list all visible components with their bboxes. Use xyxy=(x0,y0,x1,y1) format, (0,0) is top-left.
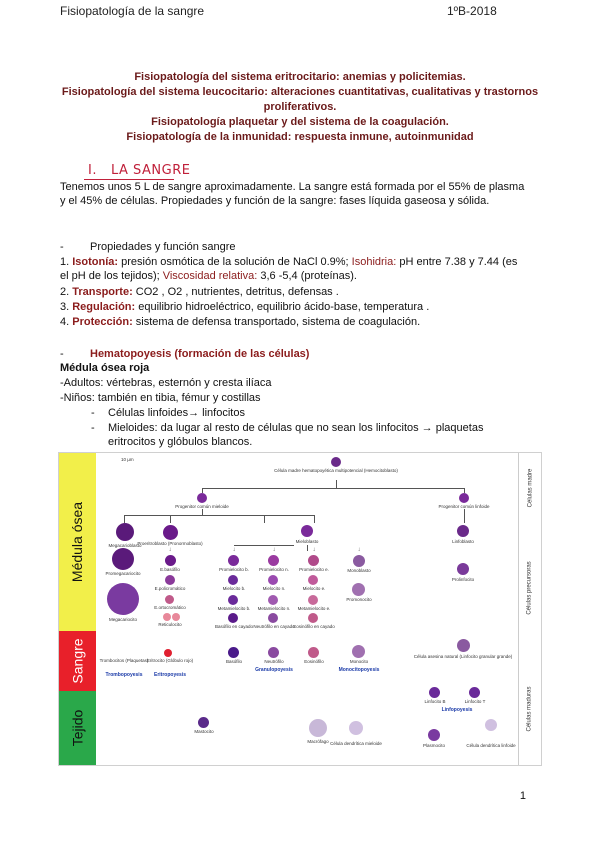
hemato-heading xyxy=(60,347,310,361)
mast-label: Mastocito xyxy=(194,729,214,734)
section-title: LA SANGRE xyxy=(110,163,191,178)
viscosidad-text: 3,6 -5,4 (proteínas). xyxy=(257,270,357,282)
regulacion-text: equilibrio hidroeléctrico, equilibrio ácido-base, temperatura . xyxy=(135,301,430,313)
stem-cell xyxy=(331,457,341,467)
promyelocyte-b-cell xyxy=(228,555,239,566)
myelocyte-b-cell xyxy=(228,575,238,585)
band-n-label: Neutrófilo en cayado xyxy=(253,624,295,629)
viscosidad-label: Viscosidad relativa: xyxy=(162,270,258,282)
promyelocyte-e-cell xyxy=(308,555,319,566)
plasma-cell xyxy=(428,729,440,741)
header-left: Fisiopatología de la sangre xyxy=(60,4,205,18)
myeloblast-label: Mieloblasto xyxy=(295,539,319,544)
prop2-num: 2. xyxy=(60,286,73,298)
section-heading xyxy=(88,163,190,178)
poly-erythro-label: E.policromático xyxy=(154,586,186,591)
isotonia-text: presión osmótica de la solución de NaCl 0.9%; xyxy=(118,256,352,268)
myeloid-progenitor-cell xyxy=(197,493,207,503)
mast-cell xyxy=(198,717,209,728)
isohidria-label: Isohidria: xyxy=(351,256,397,268)
regulacion-label: Regulación: xyxy=(72,301,136,313)
right-label-mature: Células maduras xyxy=(527,686,533,732)
title-2: Fisiopatología del sistema leucocitario: alteraciones cuantitativas, cualitativas y trastornos proliferativos. xyxy=(61,86,539,113)
promyelocyte-e-label: Promielocito e. xyxy=(299,567,329,572)
kids-line: -Niños: también en tibia, fémur y costillas xyxy=(60,392,261,404)
promonocyte-label: Promonocito xyxy=(346,597,372,602)
medula-subheading: Médula ósea roja xyxy=(60,362,150,374)
myeloid-text: Mieloides: da lugar al resto de células que no sean los linfocitos → plaquetas eritrocitos y glóbulos blancos. xyxy=(108,422,484,448)
band-e-label: Eosinófilo en cayado xyxy=(293,624,335,629)
lymphoblast-cell xyxy=(457,525,469,537)
erythropoiesis-label: Eritropoyesis xyxy=(154,672,186,678)
transporte-label: Transporte: xyxy=(72,286,133,298)
page-number: 1 xyxy=(519,790,526,802)
prolymphocyte-cell xyxy=(457,563,469,575)
monocyte-cell xyxy=(352,645,365,658)
gran-arrow-1: ↓ xyxy=(232,547,236,553)
title-1: Fisiopatología del sistema eritrocitario: anemias y policitemias. xyxy=(134,71,466,83)
hemato-heading-text: Hematopoyesis (formación de las células) xyxy=(90,348,310,360)
promonocyte-cell xyxy=(352,583,365,596)
hematopoiesis-diagram xyxy=(58,452,542,766)
monocytopoiesis-label: Monocitopoyesis xyxy=(338,667,380,673)
basophil-cell xyxy=(228,647,239,658)
nk-cell xyxy=(457,639,470,652)
band-b-label: Basófilo en cayado xyxy=(214,624,254,629)
gran-arrow-2: ↓ xyxy=(272,547,276,553)
promyelocyte-n-label: Promielocito n. xyxy=(259,567,289,572)
monoblast-label: Monoblasto xyxy=(347,568,371,573)
eosinophil-cell xyxy=(308,647,319,658)
metamyelocyte-e-label: Metamielocito e. xyxy=(297,606,331,611)
erythrocyte-cell xyxy=(164,649,172,657)
metamyelocyte-n-cell xyxy=(268,595,278,605)
neutrophil-label: Neutrófilo xyxy=(264,659,284,664)
band-medula-label: Médula ósea xyxy=(69,501,86,583)
myeloid-dc-label: Célula dendrítica mieloide xyxy=(330,741,382,746)
myeloid-dc-cell xyxy=(349,721,363,735)
prop-line-2 xyxy=(60,285,520,299)
lymphoid-dc-cell xyxy=(485,719,497,731)
props-bullet: - xyxy=(60,241,64,253)
megakaryoblast-cell xyxy=(116,523,134,541)
platelets-label: Trombocitos (Plaquetas) xyxy=(99,658,149,663)
prop-line-3 xyxy=(60,300,520,314)
nk-label: Célula asesina natural (Linfocito granular grande) xyxy=(413,654,513,659)
right-label-precursor: Células precursoras xyxy=(527,561,534,615)
props-heading xyxy=(60,240,236,254)
granulopoiesis-label: Granulopoyesis xyxy=(255,667,293,673)
section-number: I. xyxy=(88,163,97,178)
macrophage-cell xyxy=(309,719,327,737)
myelocyte-e-label: Mielocito e. xyxy=(302,586,326,591)
reticulocyte-label: Reticulocito xyxy=(158,622,182,627)
prolymphocyte-label: Prolinfocito xyxy=(451,577,475,582)
megakaryoblast-label: Megacarioblasto xyxy=(108,543,142,548)
promyelocyte-n-cell xyxy=(268,555,279,566)
reticulocyte-cell-b xyxy=(172,613,180,621)
promegakaryocyte-cell xyxy=(112,548,134,570)
erythrocyte-label: Eritrocito (Glóbulo rojo) xyxy=(146,658,194,663)
plasma-label: Plasmocito xyxy=(422,743,446,748)
adults-line: -Adultos: vértebras, esternón y cresta ilíaca xyxy=(60,377,272,389)
monocyte-label: Monocito xyxy=(349,659,369,664)
myeloblast-cell xyxy=(301,525,313,537)
lymphoblast-label: Linfoblasto xyxy=(452,539,474,544)
scale-label: 10 µm xyxy=(121,457,134,462)
hemato-bullet: - xyxy=(60,348,64,360)
myeloid-progenitor-label: Progenitor común mieloide xyxy=(175,504,229,509)
metamyelocyte-b-label: Metamielocito b. xyxy=(217,606,251,611)
thrombopoiesis-label: Trombopoyesis xyxy=(105,672,143,678)
neutrophil-cell xyxy=(268,647,279,658)
myeloid-bullet-line xyxy=(91,421,518,449)
transporte-text: CO2 , O2 , nutrientes, detritus, defensas . xyxy=(132,286,339,298)
stem-label: Célula madre hematopoyética multipotencial (Hemocitoblasto) xyxy=(274,468,398,473)
band-tejido-label: Tejido xyxy=(69,709,86,747)
lymph-b-cell xyxy=(429,687,440,698)
myelocyte-b-label: Mielocito b. xyxy=(222,586,246,591)
megakaryocyte-label: Megacariocito xyxy=(108,617,138,622)
isotonia-label: Isotonía: xyxy=(72,256,119,268)
props-heading-text: Propiedades y función sangre xyxy=(90,241,236,253)
right-label-stem: Células madre xyxy=(527,468,533,508)
erythro-arrow-1: ↓ xyxy=(168,547,172,553)
metamyelocyte-b-cell xyxy=(228,595,238,605)
lymph-t-cell xyxy=(469,687,480,698)
myeloid-bullet: - xyxy=(91,422,95,434)
metamyelocyte-e-cell xyxy=(308,595,318,605)
band-b-cell xyxy=(228,613,238,623)
basophil-label: Basófilo xyxy=(225,659,243,664)
poly-erythro-cell xyxy=(165,575,175,585)
lymphoid-text: Células linfoides→ linfocitos xyxy=(108,407,245,419)
title-4: Fisiopatología de la inmunidad: respuesta inmune, autoinmunidad xyxy=(126,131,474,143)
monoblast-cell xyxy=(353,555,365,567)
header-right: 1ºB-2018 xyxy=(447,4,497,18)
band-sangre-label: Sangre xyxy=(69,638,86,684)
baso-erythro-cell xyxy=(165,555,176,566)
mono-arrow-1: ↓ xyxy=(357,547,361,553)
prop3-num: 3. xyxy=(60,301,73,313)
lymphoid-dc-label: Célula dendrítica linfoide xyxy=(466,743,516,748)
prop1-num: 1. xyxy=(60,256,73,268)
proerythroblast-label: Proeritroblasto (Pronormoblasto) xyxy=(137,541,203,546)
metamyelocyte-n-label: Metamielocito n. xyxy=(257,606,291,611)
reticulocyte-cell-a xyxy=(163,613,171,621)
eosinophil-label: Eosinófilo xyxy=(304,659,324,664)
myelocyte-n-cell xyxy=(268,575,278,585)
prop4-num: 4. xyxy=(60,316,73,328)
myelocyte-e-cell xyxy=(308,575,318,585)
lymphoid-progenitor-label: Progenitor común linfoide xyxy=(438,504,490,509)
isohidria-text: pH entre 7.38 y 7.44 (es el pH de los tejidos); xyxy=(60,256,518,282)
lymph-b-label: Linfocito B xyxy=(424,699,446,704)
promyelocyte-b-label: Promielocito b. xyxy=(219,567,249,572)
lymphoid-progenitor-cell xyxy=(459,493,469,503)
prop-line-1 xyxy=(60,255,520,283)
band-n-cell xyxy=(268,613,278,623)
baso-erythro-label: E.basófilo xyxy=(160,567,180,572)
band-e-cell xyxy=(308,613,318,623)
titles-block xyxy=(60,70,540,145)
megakaryocyte-cell xyxy=(107,583,139,615)
lymph-t-label: Linfocito T xyxy=(464,699,486,704)
lymphopoiesis-label: Linfopoyesis xyxy=(441,707,473,713)
lymphoid-bullet-line xyxy=(91,406,245,420)
myelocyte-n-label: Mielocito n. xyxy=(262,586,286,591)
intro-paragraph: Tenemos unos 5 L de sangre aproximadamente. La sangre está formada por el 55% de plasma y el 45% de células. Propiedades y función de la sangre: fases líquida gaseosa y sólida. xyxy=(60,181,525,207)
promegakaryocyte-label: Promegacariocito xyxy=(105,571,141,576)
lymphoid-bullet: - xyxy=(91,407,95,419)
proerythroblast-cell xyxy=(163,525,178,540)
ortho-erythro-cell xyxy=(165,595,174,604)
macrophage-label: Macrófago xyxy=(307,739,329,744)
proteccion-label: Protección: xyxy=(72,316,133,328)
ortho-erythro-label: E.ortocromático xyxy=(154,605,186,610)
title-3: Fisiopatología plaquetar y del sistema de la coagulación. xyxy=(151,116,449,128)
gran-arrow-3: ↓ xyxy=(312,547,316,553)
prop-line-4 xyxy=(60,315,520,329)
proteccion-text: sistema de defensa transportado, sistema de coagulación. xyxy=(132,316,421,328)
